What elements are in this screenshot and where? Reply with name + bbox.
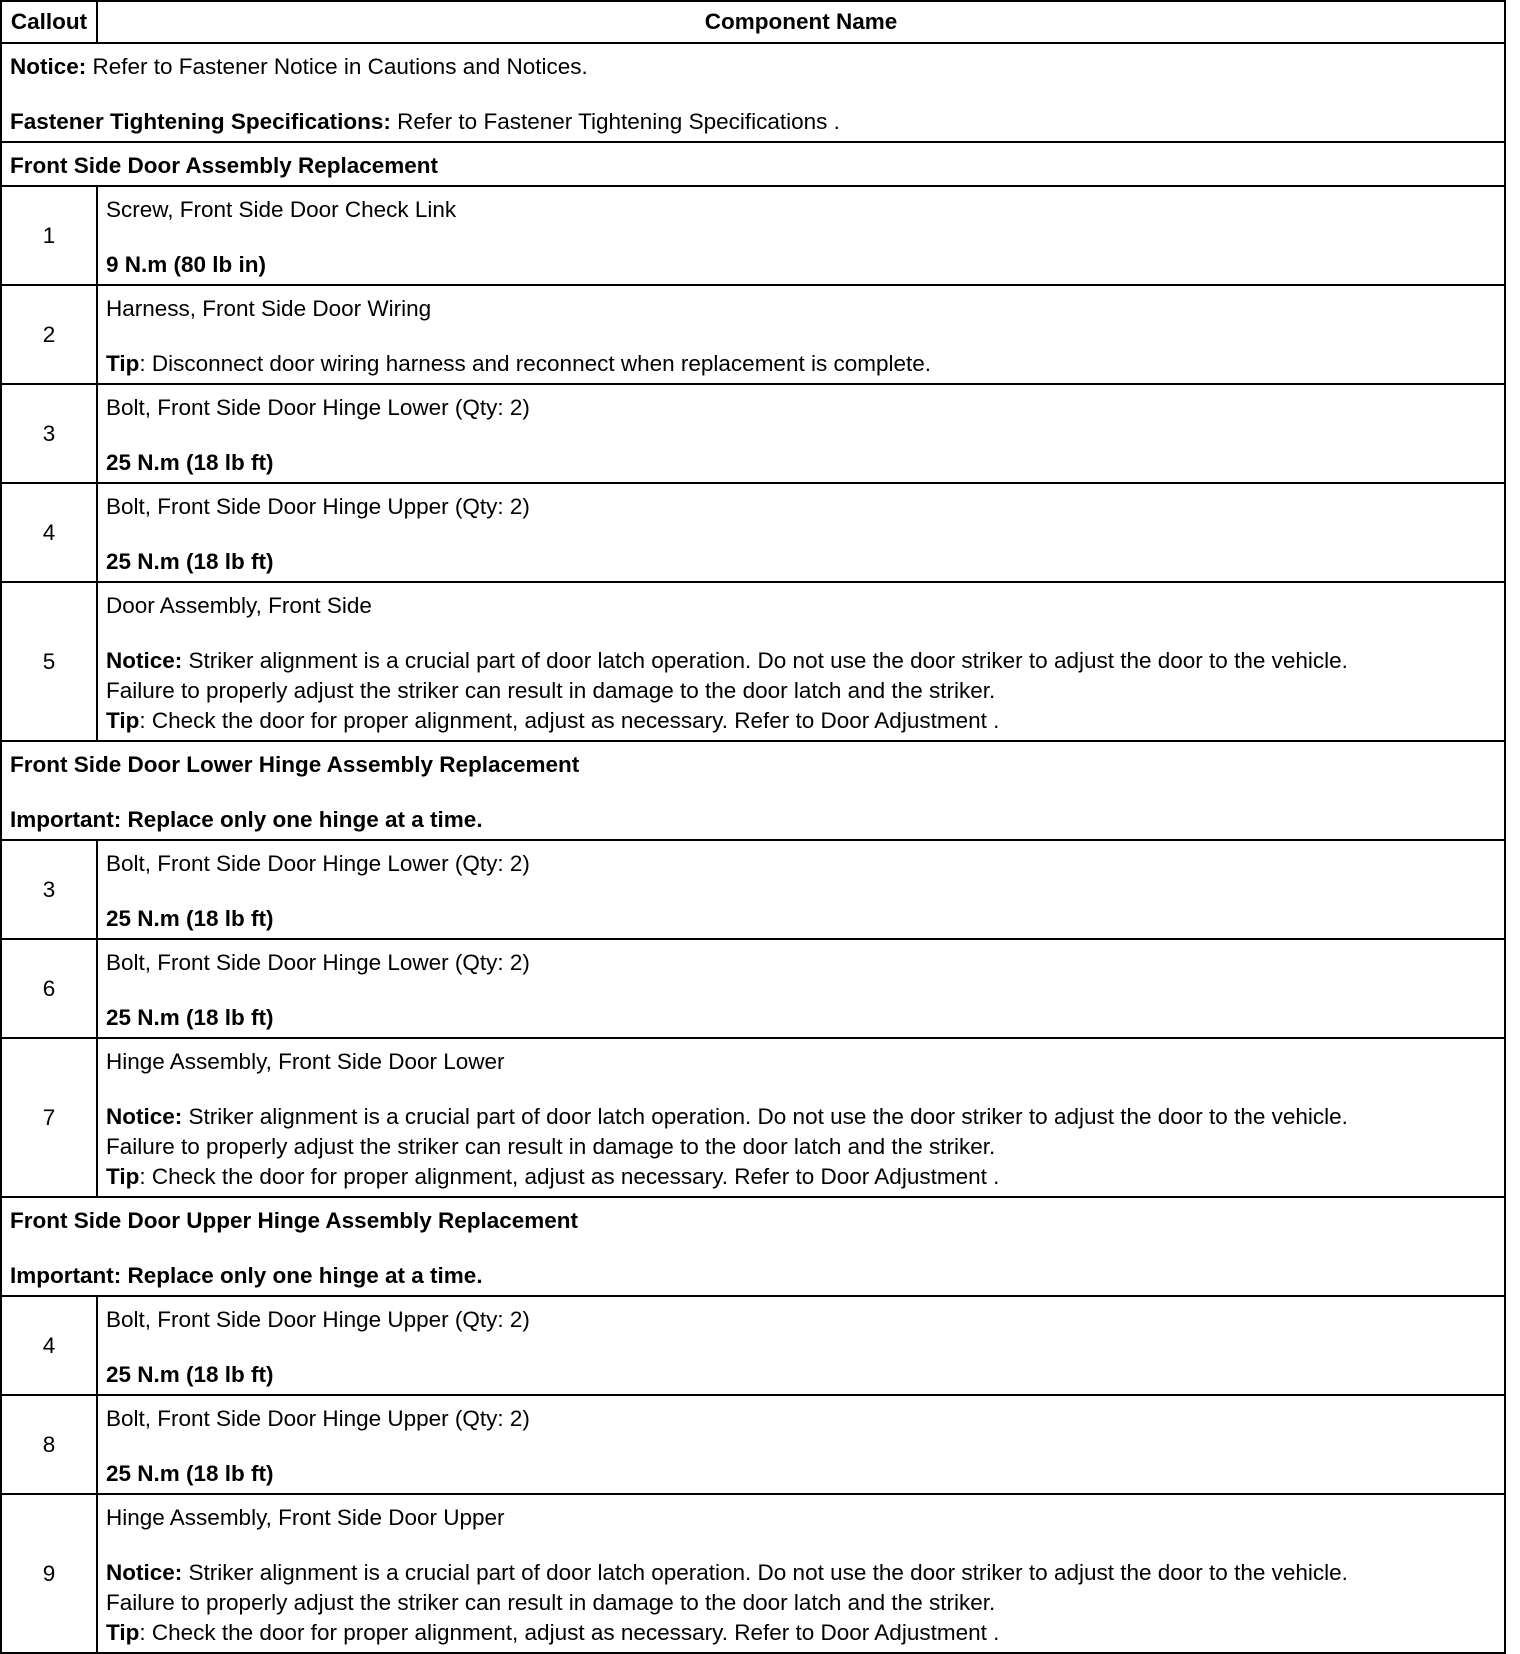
- notice-text-continued: Failure to properly adjust the striker can result in damage to the door latch and the striker.: [106, 1134, 996, 1159]
- callout-number: 6: [1, 939, 97, 1038]
- callout-number: 4: [1, 483, 97, 582]
- tip-label: Tip: [106, 1620, 140, 1645]
- callout-number: 5: [1, 582, 97, 741]
- table-row: [1, 1395, 1505, 1494]
- component-cell: [97, 285, 1505, 384]
- table-row: [1, 384, 1505, 483]
- section-title-row: [1, 741, 1505, 840]
- component-cell: [97, 1038, 1505, 1197]
- table-row: [1, 582, 1505, 741]
- notice-label: Notice:: [10, 54, 87, 79]
- callout-number: 2: [1, 285, 97, 384]
- general-notice-row: [1, 43, 1505, 142]
- component-name: Screw, Front Side Door Check Link: [106, 197, 457, 222]
- component-name: Bolt, Front Side Door Hinge Upper (Qty: 2): [106, 494, 530, 519]
- component-name: Bolt, Front Side Door Hinge Lower (Qty: 2): [106, 395, 530, 420]
- callout-number: 4: [1, 1296, 97, 1395]
- component-cell: [97, 1494, 1505, 1653]
- callout-number: 3: [1, 384, 97, 483]
- section-title: Front Side Door Assembly Replacement: [10, 153, 439, 178]
- table-row: [1, 1038, 1505, 1197]
- torque-spec: 9 N.m (80 lb in): [106, 252, 267, 277]
- section-title: Front Side Door Lower Hinge Assembly Replacement: [10, 752, 580, 777]
- torque-spec: 25 N.m (18 lb ft): [106, 1461, 274, 1486]
- notice-text-continued: Failure to properly adjust the striker can result in damage to the door latch and the striker.: [106, 1590, 996, 1615]
- important-note: Important: Replace only one hinge at a time.: [10, 807, 483, 832]
- table-header-row: [1, 1, 1505, 43]
- torque-spec: 25 N.m (18 lb ft): [106, 1362, 274, 1387]
- fastener-spec-text: Refer to Fastener Tightening Specifications .: [390, 109, 840, 134]
- section-title-cell: [1, 741, 1505, 840]
- table-row: [1, 840, 1505, 939]
- component-name: Door Assembly, Front Side: [106, 593, 372, 618]
- component-name: Bolt, Front Side Door Hinge Upper (Qty: 2): [106, 1406, 530, 1431]
- component-cell: [97, 840, 1505, 939]
- section-title-row: [1, 1197, 1505, 1296]
- table-row: [1, 186, 1505, 285]
- torque-spec: 25 N.m (18 lb ft): [106, 549, 274, 574]
- notice-label: Notice:: [106, 648, 183, 673]
- component-name: Bolt, Front Side Door Hinge Lower (Qty: 2): [106, 851, 530, 876]
- tip-label: Tip: [106, 708, 140, 733]
- component-name: Harness, Front Side Door Wiring: [106, 296, 432, 321]
- tip-text: : Check the door for proper alignment, adjust as necessary. Refer to Door Adjustment .: [139, 1620, 1000, 1645]
- tip-label: Tip: [106, 351, 140, 376]
- table-row: [1, 483, 1505, 582]
- section-title: Front Side Door Upper Hinge Assembly Replacement: [10, 1208, 579, 1233]
- notice-label: Notice:: [106, 1560, 183, 1585]
- tip-text: : Check the door for proper alignment, adjust as necessary. Refer to Door Adjustment .: [139, 1164, 1000, 1189]
- callout-number: 1: [1, 186, 97, 285]
- component-cell: [97, 384, 1505, 483]
- component-cell: [97, 1395, 1505, 1494]
- table-row: [1, 939, 1505, 1038]
- notice-text: Striker alignment is a crucial part of door latch operation. Do not use the door striker to adjust the door to the vehicle.: [182, 1560, 1348, 1585]
- tip-label: Tip: [106, 1164, 140, 1189]
- torque-spec: 25 N.m (18 lb ft): [106, 906, 274, 931]
- table-row: [1, 1296, 1505, 1395]
- component-cell: [97, 1296, 1505, 1395]
- component-name: Hinge Assembly, Front Side Door Upper: [106, 1505, 505, 1530]
- callout-column-header: Callout: [1, 1, 97, 43]
- notice-text: Striker alignment is a crucial part of door latch operation. Do not use the door striker to adjust the door to the vehicle.: [182, 1104, 1348, 1129]
- tip-text: : Disconnect door wiring harness and reconnect when replacement is complete.: [139, 351, 932, 376]
- component-name-column-header: Component Name: [97, 1, 1505, 43]
- tip-text: : Check the door for proper alignment, adjust as necessary. Refer to Door Adjustment .: [139, 708, 1000, 733]
- torque-spec: 25 N.m (18 lb ft): [106, 1005, 274, 1030]
- notice-label: Notice:: [106, 1104, 183, 1129]
- torque-spec: 25 N.m (18 lb ft): [106, 450, 274, 475]
- component-cell: [97, 186, 1505, 285]
- notice-text: Striker alignment is a crucial part of door latch operation. Do not use the door striker to adjust the door to the vehicle.: [182, 648, 1348, 673]
- notice-text-continued: Failure to properly adjust the striker can result in damage to the door latch and the striker.: [106, 678, 996, 703]
- component-name: Hinge Assembly, Front Side Door Lower: [106, 1049, 505, 1074]
- component-cell: [97, 582, 1505, 741]
- table-row: [1, 285, 1505, 384]
- callout-number: 9: [1, 1494, 97, 1653]
- callout-number: 7: [1, 1038, 97, 1197]
- important-note: Important: Replace only one hinge at a time.: [10, 1263, 483, 1288]
- section-title-cell: [1, 142, 1505, 186]
- general-notice-cell: [1, 43, 1505, 142]
- component-cell: [97, 483, 1505, 582]
- component-name: Bolt, Front Side Door Hinge Lower (Qty: 2): [106, 950, 530, 975]
- callout-number: 3: [1, 840, 97, 939]
- section-title-row: [1, 142, 1505, 186]
- fastener-spec-label: Fastener Tightening Specifications:: [10, 109, 391, 134]
- component-name: Bolt, Front Side Door Hinge Upper (Qty: 2): [106, 1307, 530, 1332]
- table-row: [1, 1494, 1505, 1653]
- component-cell: [97, 939, 1505, 1038]
- notice-text: Refer to Fastener Notice in Cautions and Notices.: [86, 54, 588, 79]
- section-title-cell: [1, 1197, 1505, 1296]
- callout-number: 8: [1, 1395, 97, 1494]
